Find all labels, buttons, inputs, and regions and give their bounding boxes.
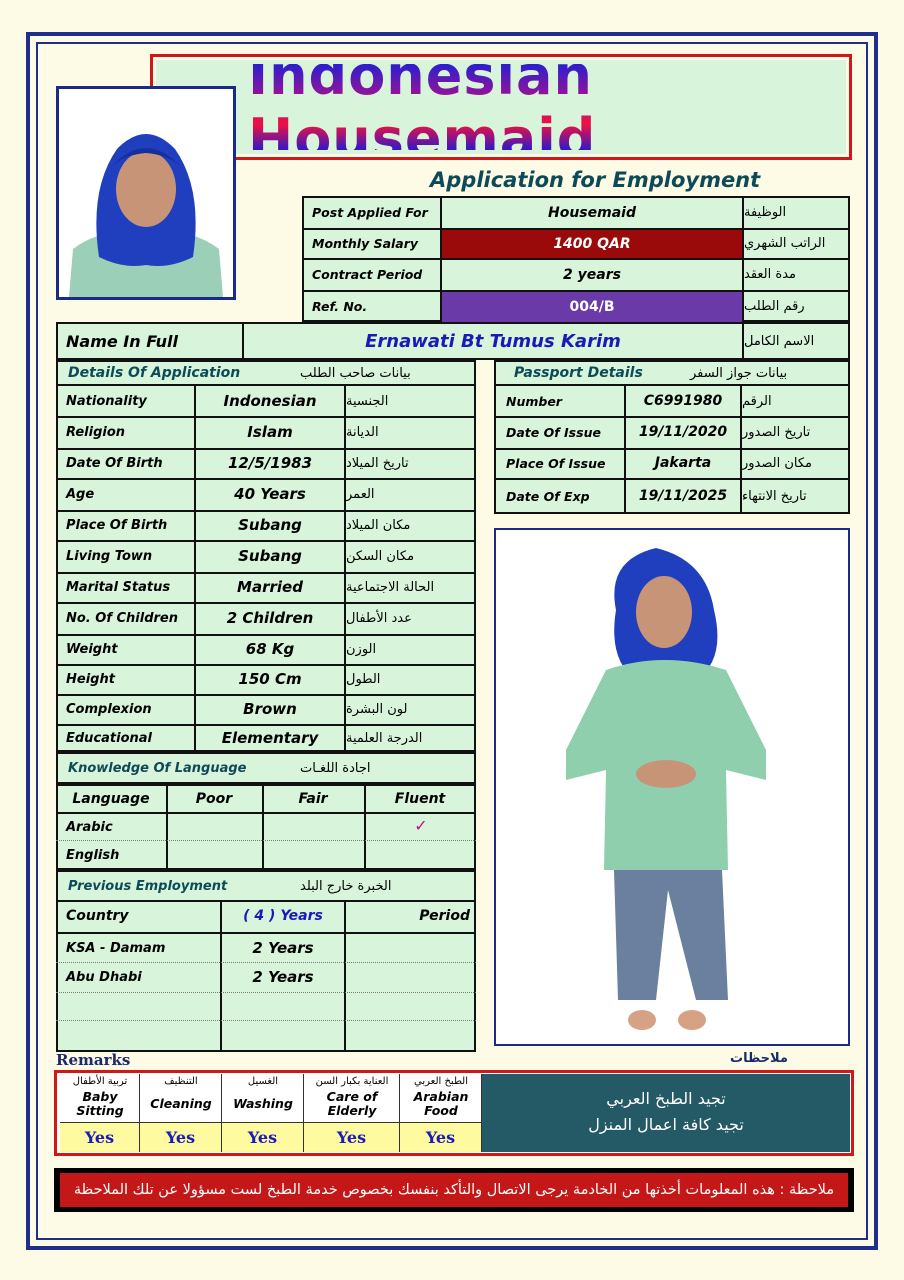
full-body-photo <box>494 528 850 1046</box>
employment-row-years: 2 Years <box>252 939 314 957</box>
language-title-ar: اجادة اللغـات <box>300 760 371 776</box>
post-row-label: Post Applied For <box>312 204 428 220</box>
passport-row-value: 19/11/2025 <box>638 488 728 504</box>
skill-label-en: Arabian Food <box>413 1089 469 1118</box>
skill-label-en: Baby Sitting <box>76 1089 124 1118</box>
details-row-label-ar: عدد الأطفال <box>346 610 412 626</box>
name-label-ar: الاسم الكامل <box>744 333 815 349</box>
details-row-label-ar: مكان الميلاد <box>346 517 411 533</box>
language-header: Fair <box>298 791 328 807</box>
post-row-label-ar: رقم الطلب <box>744 298 805 314</box>
details-row-value: Islam <box>247 423 293 441</box>
language-row-name: Arabic <box>66 819 113 835</box>
details-row-label: Place Of Birth <box>66 517 168 533</box>
details-row-label-ar: العمر <box>346 486 375 502</box>
portrait-photo <box>56 86 236 300</box>
employment-title: Previous Employment <box>68 878 228 894</box>
details-row-label: Complexion <box>66 701 152 717</box>
skill-label-ar: العناية بكبار السن <box>315 1075 389 1087</box>
details-row-label-ar: الدرجة العلمية <box>346 730 423 746</box>
language-row-name: English <box>66 847 120 863</box>
remarks-note-line-2: تجيد كافة اعمال المنزل <box>588 1114 744 1134</box>
name-value: Ernawati Bt Tumus Karim <box>365 330 621 352</box>
details-title: Details Of Application <box>68 365 241 381</box>
details-row-value: Subang <box>238 547 302 565</box>
details-row-value: 40 Years <box>234 485 306 503</box>
passport-row-label: Date Of Issue <box>506 424 601 440</box>
passport-row-label: Number <box>506 393 562 409</box>
grid-line <box>56 1020 476 1021</box>
employment-row-country: KSA - Damam <box>66 940 166 956</box>
skill-label-ar: الطبخ العربي <box>414 1075 468 1087</box>
passport-row-value: 19/11/2020 <box>638 424 728 440</box>
details-row-value: 2 Children <box>226 609 314 627</box>
employment-header-years: ( 4 ) Years <box>243 908 323 924</box>
details-row-value: Brown <box>243 700 297 718</box>
subtitle: Application for Employment <box>430 168 761 192</box>
details-row-value: 150 Cm <box>238 670 302 688</box>
skill-label-ar: الغسيل <box>247 1075 279 1087</box>
skill-value: Yes <box>400 1122 482 1152</box>
details-row-label-ar: الجنسية <box>346 393 389 409</box>
details-row-label: Height <box>66 671 115 687</box>
employment-row-years: 2 Years <box>252 968 314 986</box>
page-title: Indonesian Housemaid <box>248 64 838 150</box>
remarks-note-line-1: تجيد الطبخ العربي <box>606 1088 726 1108</box>
post-row-value: 2 years <box>563 267 621 283</box>
language-title: Knowledge Of Language <box>68 760 247 776</box>
details-row-label: Educational <box>66 730 153 746</box>
passport-title-ar: بيانات جواز السفر <box>690 365 788 381</box>
details-row-label-ar: تاريخ الميلاد <box>346 455 409 471</box>
skill-value: Yes <box>222 1122 304 1152</box>
employment-title-ar: الخبرة خارج البلد <box>300 878 392 894</box>
skill-value: Yes <box>140 1122 222 1152</box>
employment-header-country: Country <box>66 908 129 924</box>
passport-row-value: Jakarta <box>654 455 712 471</box>
skill-label-en: Cleaning <box>150 1096 212 1111</box>
post-row-label-ar: الراتب الشهري <box>744 235 826 251</box>
passport-row-label: Date Of Exp <box>506 488 590 504</box>
details-row-label: Marital Status <box>66 579 171 595</box>
details-row-label-ar: الديانة <box>346 424 379 440</box>
language-fluent-mark: ✓ <box>414 815 428 835</box>
skill-label-en: Care of Elderly <box>326 1089 378 1118</box>
details-row-value: 12/5/1983 <box>227 454 313 472</box>
passport-row-value: C6991980 <box>643 393 723 409</box>
passport-title: Passport Details <box>514 365 643 381</box>
skill-label-ar: التنظيف <box>164 1075 198 1087</box>
details-row-label-ar: الحالة الاجتماعية <box>346 579 435 595</box>
post-row-value: Housemaid <box>548 205 636 221</box>
employment-row-country: Abu Dhabi <box>66 969 142 985</box>
skill-label-en: Washing <box>233 1096 293 1111</box>
details-row-value: Married <box>237 578 303 596</box>
post-row-value: 1400 QAR <box>442 230 742 258</box>
skill-value: Yes <box>60 1122 140 1152</box>
post-row-label-ar: مدة العقد <box>744 266 796 282</box>
skill-value: Yes <box>304 1122 400 1152</box>
employment-header-period: Period <box>419 908 470 924</box>
passport-row-label-ar: مكان الصدور <box>742 455 813 471</box>
post-row-label: Monthly Salary <box>312 235 419 251</box>
post-row-label-ar: الوظيفة <box>744 204 787 220</box>
passport-row-label-ar: الرقم <box>742 393 772 409</box>
details-row-label: Age <box>66 486 95 502</box>
details-row-label-ar: الطول <box>346 671 381 687</box>
remarks-label-ar: ملاحظات <box>730 1050 788 1066</box>
details-title-ar: بيانات صاحب الطلب <box>300 365 411 381</box>
remarks-label: Remarks <box>56 1051 131 1069</box>
details-row-value: Elementary <box>221 729 319 747</box>
details-row-label: Weight <box>66 641 118 657</box>
passport-row-label: Place Of Issue <box>506 455 606 471</box>
language-header: Fluent <box>394 791 446 807</box>
post-row-label: Ref. No. <box>312 298 368 314</box>
language-fluent-mark <box>366 840 476 866</box>
details-row-value: Indonesian <box>223 392 317 410</box>
language-header: Language <box>72 791 150 807</box>
skill-label-ar: تربية الأطفال <box>72 1075 128 1087</box>
passport-row-label-ar: تاريخ الانتهاء <box>742 488 807 504</box>
post-row-label: Contract Period <box>312 266 423 282</box>
details-row-label: No. Of Children <box>66 610 179 626</box>
details-row-value: 68 Kg <box>245 640 295 658</box>
grid-line <box>56 992 476 993</box>
details-row-label-ar: الوزن <box>346 641 377 657</box>
details-row-label: Religion <box>66 424 126 440</box>
name-label: Name In Full <box>66 331 178 351</box>
details-row-label: Nationality <box>66 393 147 409</box>
details-row-label: Living Town <box>66 548 153 564</box>
details-row-value: Subang <box>238 516 302 534</box>
details-row-label: Date Of Birth <box>66 455 163 471</box>
language-header: Poor <box>195 791 233 807</box>
details-row-label-ar: لون البشرة <box>346 701 408 717</box>
post-row-value: 004/B <box>442 292 742 322</box>
details-row-label-ar: مكان السكن <box>346 548 415 564</box>
passport-row-label-ar: تاريخ الصدور <box>742 424 811 440</box>
footer-note: ملاحظة : هذه المعلومات أخذتها من الخادمة يرجى الاتصال والتأكد بنفسك بخصوص خدمة الطبخ لست مسؤولا عن تلك الملاحظة <box>73 1182 835 1198</box>
